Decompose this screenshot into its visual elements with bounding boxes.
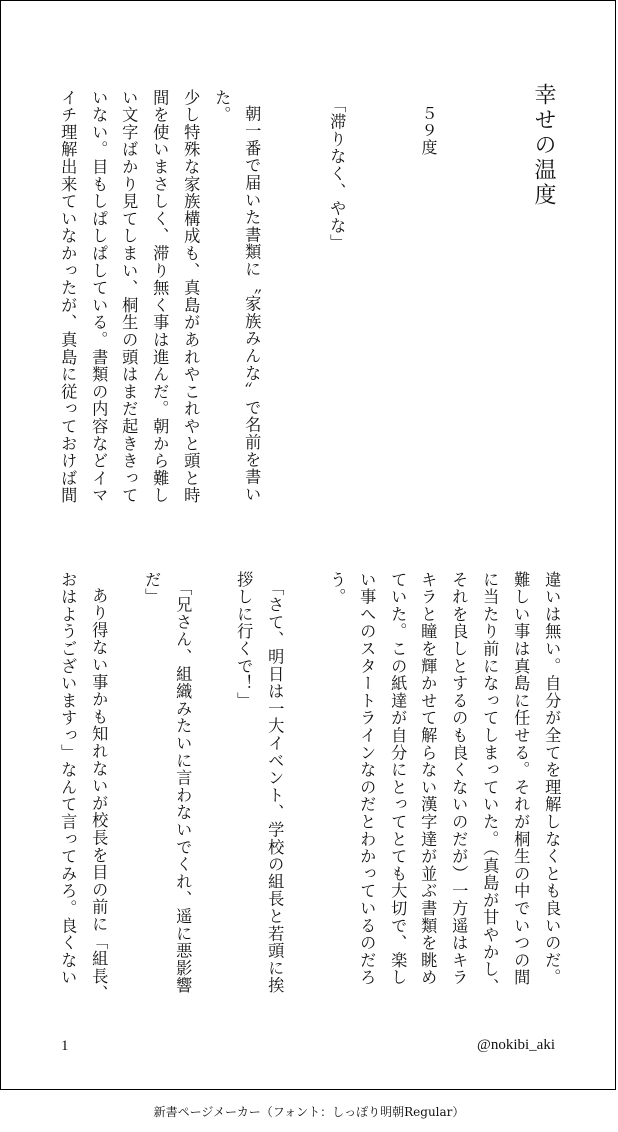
text-line: い事へのスタートラインなのだとわかっているのだろ <box>357 571 377 987</box>
maker-caption: 新書ページメーカー（フォント：しっぽり明朝Regular） <box>153 1105 465 1119</box>
text-line: キラと瞳を輝かせて解らない漢字達が並ぶ書類を眺め <box>418 571 438 987</box>
text-line: に当たり前になってしまっていた。（真島が甘やかし、 <box>480 571 500 996</box>
text-line: だ」 <box>142 571 162 606</box>
text-line: 「さて、明日は一大イベント、学校の組長と若頭に挨 <box>265 579 285 995</box>
text-line: おはようございますっ」なんて言ってみろ。良くない <box>58 571 78 987</box>
text-line: 朝一番で届いた書類に〝家族みんな〟で名前を書い <box>242 105 262 503</box>
author-handle: @nokibi_aki <box>477 1037 555 1053</box>
story-title: 幸せの温度 <box>531 83 556 208</box>
text-line: 拶しに行くで！」 <box>234 571 254 710</box>
text-line: あり得ない事かも知れないが校長を目の前に「組長、 <box>89 587 109 1003</box>
text-line: い文字ばかり見てしまい、桐生の頭はまだ起ききって <box>119 89 139 505</box>
text-line: 間を使いまさしく、滞り無く事は進んだ。朝から難し <box>150 89 170 505</box>
text-line: イチ理解出来ていなかったが、真島に従っておけば間 <box>58 89 78 505</box>
text-line: 「兄さん、組織みたいに言わないでくれ、遥に悪影響 <box>173 579 193 995</box>
chapter-heading: ５９度 <box>419 105 438 156</box>
text-line: た。 <box>212 89 232 124</box>
text-line: 難しい事は真島に任せる。それが桐生の中でいつの間 <box>511 571 531 987</box>
text-line: ていた。この紙達が自分にとってとても大切で、楽し <box>388 571 408 987</box>
text-line: それを良しとするのも良くないのだが）一方遥はキラ <box>449 571 469 987</box>
text-line: いない。目もしぱしぱしている。書類の内容などイマ <box>89 89 109 505</box>
text-line: 少し特殊な家族構成も、真島があれやこれやと頭と時 <box>181 89 201 505</box>
text-line: 「滞りなく、やな」 <box>327 96 347 252</box>
text-line: う。 <box>327 571 347 606</box>
page-number: 1 <box>61 1038 69 1054</box>
text-line: 違いは無い。自分が全てを理解しなくとも良いのだ。 <box>542 571 562 987</box>
